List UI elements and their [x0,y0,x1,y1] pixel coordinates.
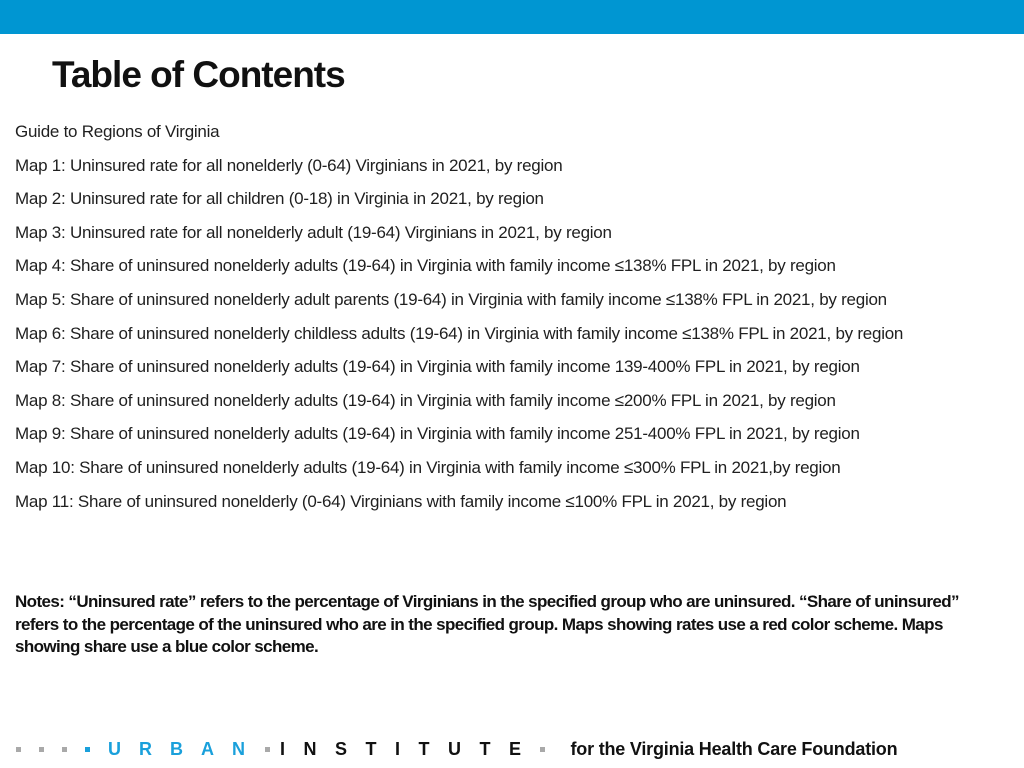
footer-dot-icon [16,747,21,752]
table-of-contents-list [15,119,903,522]
toc-item-map-2: Map 2: Uninsured rate for all children (0-18) in Virginia in 2021, by region [15,189,544,209]
toc-item-map-4: Map 4: Share of uninsured nonelderly adults (19-64) in Virginia with family income ≤138% FPL in 2021, by region [15,256,836,276]
footer-dot-icon [39,747,44,752]
footer-dot-icon [265,747,270,752]
toc-item-map-3: Map 3: Uninsured rate for all nonelderly adult (19-64) Virginians in 2021, by region [15,222,612,242]
toc-item-map-1: Map 1: Uninsured rate for all nonelderly (0-64) Virginians in 2021, by region [15,155,563,175]
toc-item-map-7: Map 7: Share of uninsured nonelderly adults (19-64) in Virginia with family income 139-400% FPL in 2021, by region [15,357,860,377]
footer-logo [16,737,896,761]
toc-item-map-8: Map 8: Share of uninsured nonelderly adults (19-64) in Virginia with family income ≤200% FPL in 2021, by region [15,390,836,410]
toc-item-map-9: Map 9: Share of uninsured nonelderly adults (19-64) in Virginia with family income 251-400% FPL in 2021, by region [15,424,860,444]
toc-item-map-6: Map 6: Share of uninsured nonelderly childless adults (19-64) in Virginia with family income ≤138% FPL in 2021, by region [15,323,904,343]
toc-item-guide: Guide to Regions of Virginia [15,122,220,141]
toc-item-map-10: Map 10: Share of uninsured nonelderly adults (19-64) in Virginia with family income ≤300% FPL in 2021,by region [15,457,841,477]
footer-dots-left [16,747,90,752]
urban-wordmark: URBAN [108,738,263,759]
footer-dot-icon [540,747,545,752]
toc-item-map-11: Map 11: Share of uninsured nonelderly (0-64) Virginians with family income ≤100% FPL in 2021, by region [15,491,787,511]
toc-item-map-5: Map 5: Share of uninsured nonelderly adult parents (19-64) in Virginia with family income ≤138% FPL in 2021, by region [15,289,887,309]
top-accent-bar [0,0,1024,34]
foundation-credit: for the Virginia Health Care Foundation [570,738,898,759]
notes-paragraph: Notes: “Uninsured rate” refers to the percentage of Virginians in the specified group who are uninsured. “Share of uninsured” refers to the percentage of the uninsured who are in the specified group. Maps showing rates use a red color scheme. Maps showing share use a blue color scheme. [15,592,959,656]
footer-dot-icon [62,747,67,752]
footer-dot-icon [85,747,90,752]
page-title: Table of Contents [52,54,345,95]
institute-wordmark: INSTITUTE [280,738,540,759]
